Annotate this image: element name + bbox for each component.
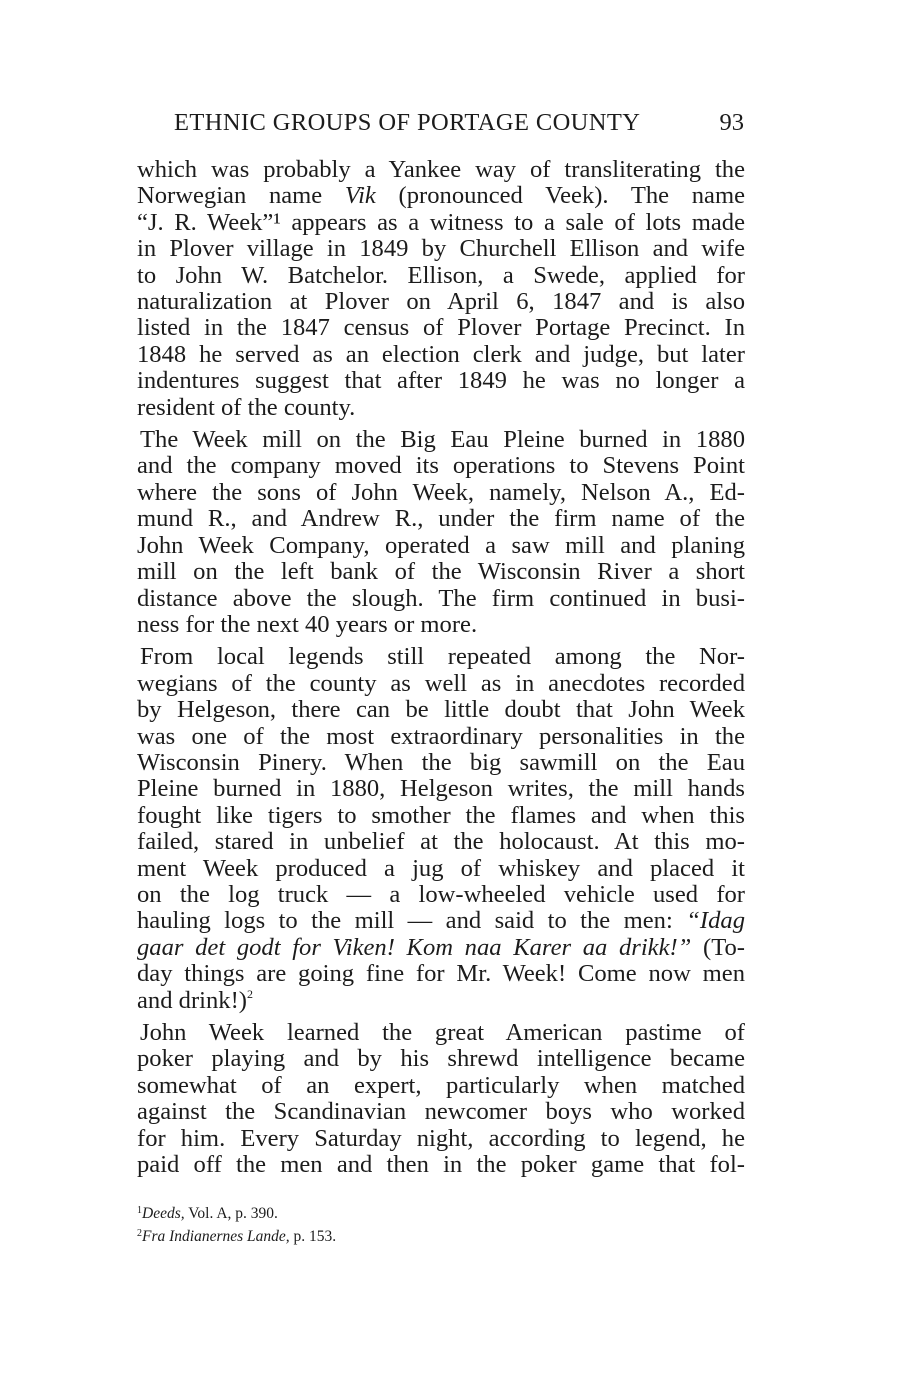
text-line: for him. Every Saturday night, according to legend, he — [137, 1124, 745, 1152]
text-line: was one of the most extraordinary personalities in the — [137, 722, 745, 750]
footnotes — [137, 1202, 745, 1248]
text-line: Wisconsin Pinery. When the big sawmill on the Eau — [137, 748, 745, 776]
text-line: The Week mill on the Big Eau Pleine burned in 1880 — [140, 426, 745, 454]
text-line: mill on the left bank of the Wisconsin River a short — [137, 558, 745, 586]
text-line: gaar det godt for Viken! Kom naa Karer aa drikk!” (To- — [137, 933, 745, 961]
footnote — [137, 1225, 745, 1248]
text-line: to John W. Batchelor. Ellison, a Swede, applied for — [137, 261, 745, 289]
footnote-detail: p. 153. — [289, 1228, 337, 1245]
footnote-source: Deeds, — [142, 1205, 185, 1222]
page-header — [110, 106, 744, 140]
text-line: by Helgeson, there can be little doubt that John Week — [137, 696, 745, 724]
text-line: John Week learned the great American pastime of — [140, 1019, 745, 1046]
text-line: day things are going fine for Mr. Week! Come now men — [137, 960, 745, 988]
text-line: listed in the 1847 census of Plover Portage Precinct. In — [137, 314, 745, 342]
running-head: ETHNIC GROUPS OF PORTAGE COUNTY — [174, 109, 641, 136]
text-line: and drink!)$^2$ — [137, 986, 253, 1014]
text-line: “J. R. Week”¹ appears as a witness to a sale of lots made — [137, 208, 745, 236]
text-line: indentures suggest that after 1849 he was no longer a — [137, 367, 745, 395]
page-number: 93 — [719, 109, 744, 136]
body-text — [137, 157, 745, 1184]
text-line: and the company moved its operations to Stevens Point — [137, 452, 745, 480]
footnote-reference: 2 — [246, 986, 253, 1001]
text-line: Pleine burned in 1880, Helgeson writes, the mill hands — [137, 775, 745, 803]
text-line: which was probably a Yankee way of transliterating the — [137, 156, 745, 183]
paragraph — [137, 157, 745, 421]
italic-text: “Idag — [686, 907, 745, 935]
text-line: naturalization at Plover on April 6, 1847 and is also — [137, 288, 745, 316]
paragraph — [137, 427, 745, 638]
text-line: wegians of the county as well as in anecdotes recorded — [137, 669, 745, 697]
text-line: mund R., and Andrew R., under the firm name of the — [137, 505, 745, 533]
text-line: on the log truck — a low-wheeled vehicle used for — [137, 880, 745, 908]
paragraph — [137, 1020, 745, 1178]
text-line: in Plover village in 1849 by Churchell Ellison and wife — [137, 235, 745, 263]
text-line: 1848 he served as an election clerk and judge, but later — [137, 340, 745, 368]
footnote — [137, 1202, 745, 1225]
text-line: distance above the slough. The firm continued in busi- — [137, 584, 745, 612]
text-line: fought like tigers to smother the flames and when this — [137, 801, 745, 829]
text-line: From local legends still repeated among the Nor- — [140, 643, 745, 671]
text-line: ness for the next 40 years or more. — [137, 610, 478, 638]
footnote-source: Fra Indianernes Lande, — [142, 1228, 290, 1245]
footnote-marker: 2 — [137, 1228, 142, 1239]
text-line: somewhat of an expert, particularly when matched — [137, 1071, 745, 1099]
text-line: Norwegian name Vik (pronounced Veek). The name — [137, 182, 745, 210]
text-line: resident of the county. — [137, 393, 356, 421]
text-line: ment Week produced a jug of whiskey and placed it — [137, 854, 745, 882]
text-line: paid off the men and then in the poker game that fol- — [137, 1151, 745, 1179]
italic-text: gaar det godt for Viken! Kom naa Karer aa drikk!” — [137, 933, 692, 961]
italic-text: Vik — [344, 182, 376, 210]
text-line: hauling logs to the mill — and said to the men: “Idag — [137, 907, 745, 935]
text-line: poker playing and by his shrewd intelligence became — [137, 1045, 745, 1073]
text-line: against the Scandinavian newcomer boys who worked — [137, 1098, 745, 1126]
footnote-detail: Vol. A, p. 390. — [184, 1205, 278, 1222]
paragraph — [137, 644, 745, 1014]
text-line: John Week Company, operated a saw mill and planing — [137, 531, 745, 559]
footnote-marker: 1 — [137, 1205, 142, 1216]
text-line: where the sons of John Week, namely, Nelson A., Ed- — [137, 478, 745, 506]
text-line: failed, stared in unbelief at the holocaust. At this mo- — [137, 828, 745, 856]
